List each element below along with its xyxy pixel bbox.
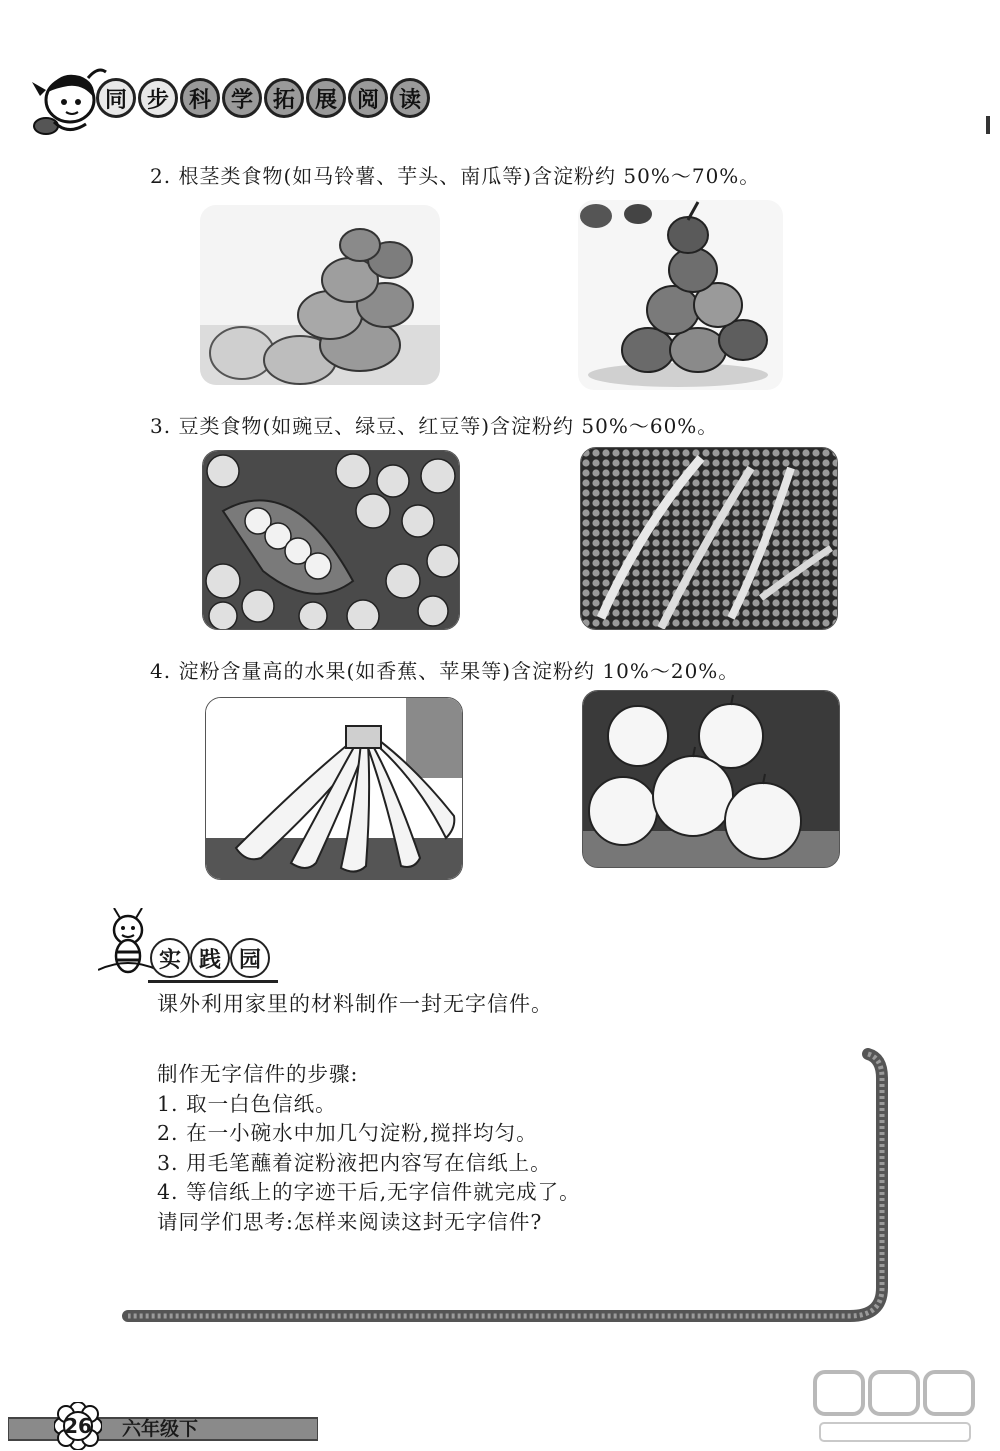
step-item: 4. 等信纸上的字迹干后,无字信件就完成了。	[157, 1180, 581, 1204]
practice-intro: 课外利用家里的材料制作一封无字信件。	[157, 992, 553, 1016]
page-header	[18, 62, 438, 142]
taro-photo	[578, 200, 783, 390]
mung-beans-photo	[580, 447, 838, 630]
step-item: 1. 取一白色信纸。	[157, 1091, 337, 1116]
apples-photo	[582, 690, 840, 868]
practice-heading-char: 园	[230, 938, 270, 978]
mascot-girl-icon	[18, 62, 108, 142]
step-item: 3. 用毛笔蘸着淀粉液把内容写在信纸上。	[157, 1150, 552, 1175]
title-char: 同	[96, 78, 136, 118]
peas-photo	[202, 450, 460, 630]
bananas-photo	[205, 697, 463, 880]
page-number: 26	[64, 1414, 92, 1438]
bee-icon	[98, 908, 158, 978]
potato-photo	[200, 205, 440, 385]
title-char: 科	[180, 78, 220, 118]
book-series-title	[96, 78, 430, 118]
steps-title: 制作无字信件的步骤:	[157, 1062, 359, 1086]
practice-heading-char: 实	[150, 938, 190, 978]
page-edge-mark	[986, 116, 990, 134]
title-char: 展	[306, 78, 346, 118]
practice-heading-char: 践	[190, 938, 230, 978]
page-footer	[58, 1406, 258, 1446]
heading-underline	[148, 980, 278, 983]
practice-garden-heading	[98, 908, 298, 988]
title-char: 步	[138, 78, 178, 118]
title-char: 阅	[348, 78, 388, 118]
title-char: 读	[390, 78, 430, 118]
grade-label: 六年级下	[122, 1418, 199, 1440]
practice-question: 请同学们思考:怎样来阅读这封无字信件?	[157, 1209, 543, 1234]
corner-watermark-logo	[810, 1367, 980, 1447]
starch-item-fruits: 4. 淀粉含量高的水果(如香蕉、苹果等)含淀粉约 10%～20%。	[150, 659, 740, 683]
starch-item-beans: 3. 豆类食物(如豌豆、绿豆、红豆等)含淀粉约 50%～60%。	[150, 414, 719, 438]
steps-list	[157, 1060, 581, 1237]
step-item: 2. 在一小碗水中加几勺淀粉,搅拌均匀。	[157, 1121, 538, 1145]
title-char: 拓	[264, 78, 304, 118]
title-char: 学	[222, 78, 262, 118]
starch-item-root-foods: 2. 根茎类食物(如马铃薯、芋头、南瓜等)含淀粉约 50%～70%。	[150, 164, 761, 188]
